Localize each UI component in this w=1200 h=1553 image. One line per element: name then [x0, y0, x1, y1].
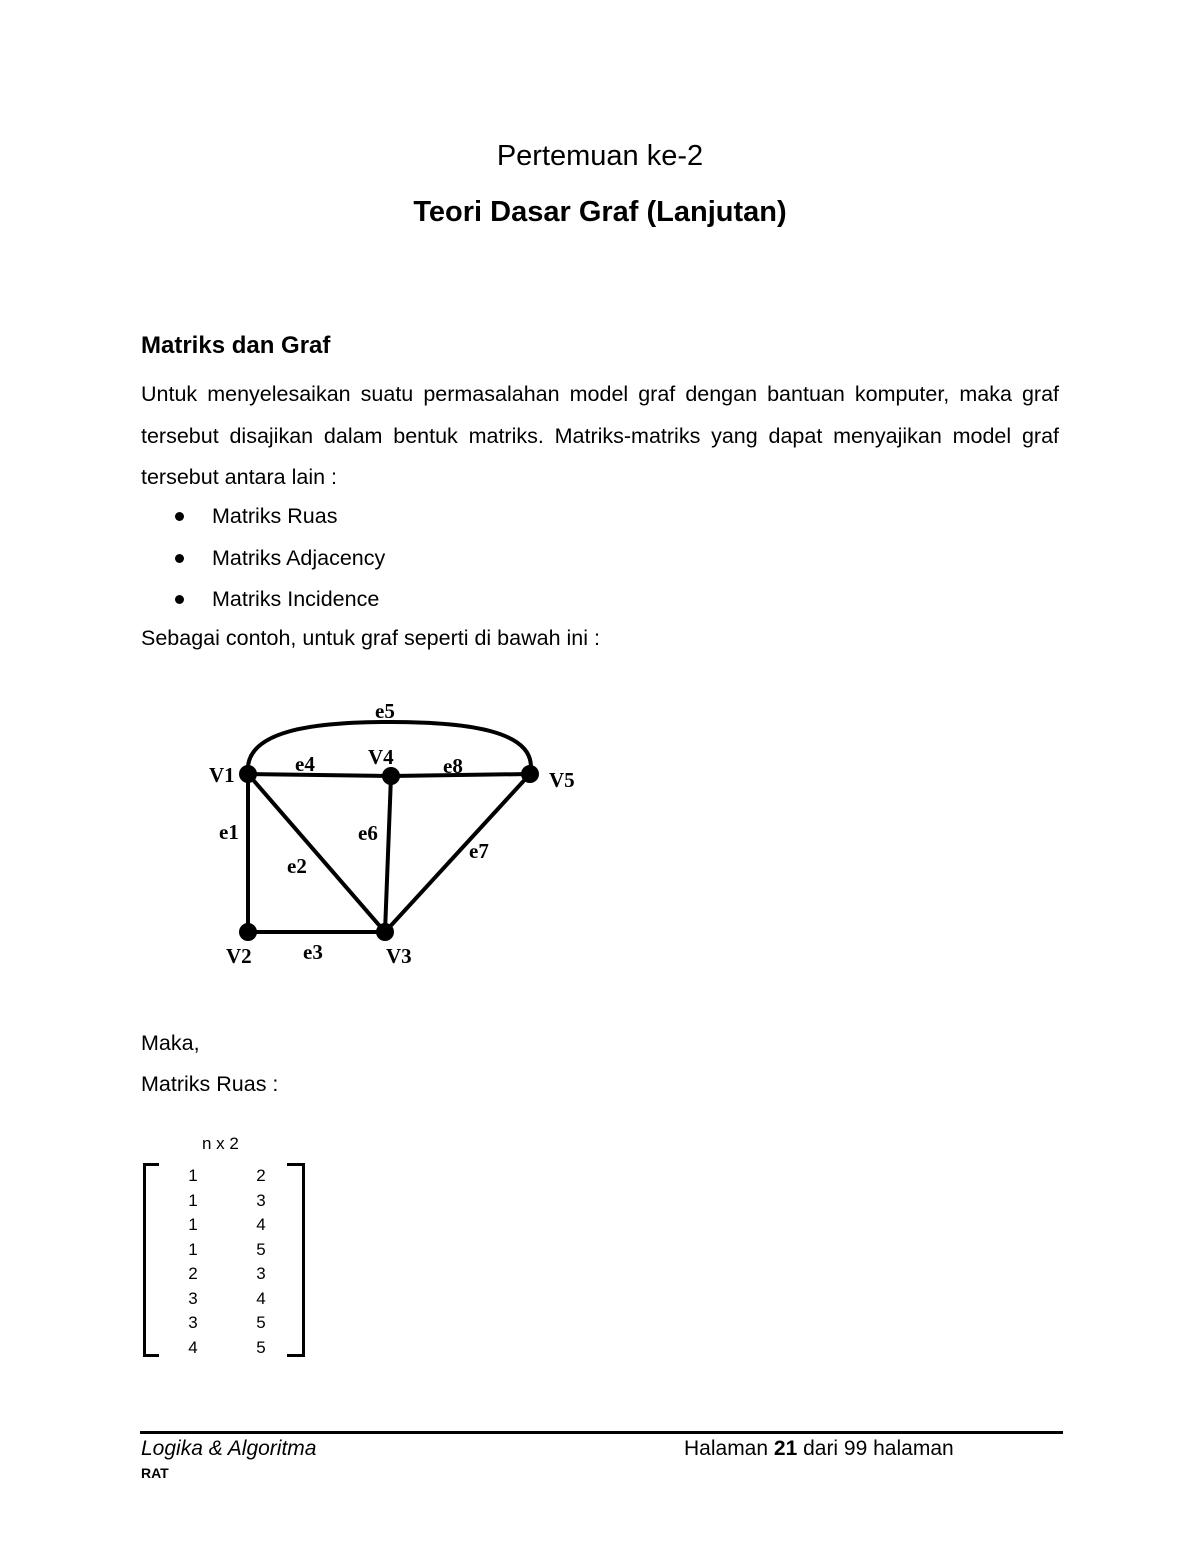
- edge-label-e6: e6: [358, 821, 378, 845]
- footer-divider: [140, 1431, 1063, 1434]
- vertex-label-v5: V5: [549, 768, 575, 792]
- list-item-label: Matriks Adjacency: [212, 545, 386, 570]
- bullet-icon: [175, 595, 184, 604]
- graph-diagram: [195, 690, 595, 980]
- edge-e7: [385, 774, 530, 932]
- list-item-label: Matriks Incidence: [212, 587, 380, 611]
- table-row: 1 2: [188, 1166, 266, 1186]
- list-item: [141, 496, 385, 538]
- table-row: 4 5: [188, 1337, 266, 1357]
- table-row: 3 4: [188, 1288, 266, 1308]
- table-row: 2 3: [188, 1264, 266, 1284]
- example-intro: Sebagai contoh, untuk graf seperti di bawah ini :: [141, 626, 600, 650]
- vertex-label-v4: V4: [368, 745, 394, 769]
- edge-label-e4: e4: [295, 752, 315, 776]
- edge-label-e7: e7: [469, 839, 489, 863]
- edge-label-e8: e8: [443, 754, 463, 778]
- footer-author: RAT: [141, 1465, 169, 1481]
- vertex-v1: [239, 765, 257, 783]
- table-row: 1 3: [188, 1190, 266, 1210]
- vertex-label-v1: V1: [209, 763, 235, 787]
- bullet-icon: [175, 554, 184, 563]
- matrix-left-bracket: [143, 1163, 159, 1357]
- list-item: [141, 579, 385, 621]
- bullet-icon: [175, 512, 184, 521]
- footer-course: Logika & Algoritma: [141, 1437, 317, 1460]
- maka-text: Maka,: [141, 1031, 200, 1055]
- page-pretitle: Pertemuan ke-2: [496, 140, 704, 172]
- footer-page-number: 21: [773, 1437, 798, 1460]
- footer-page-info: [684, 1437, 954, 1461]
- matrix-label: Matriks Ruas :: [141, 1072, 279, 1096]
- edge-label-e2: e2: [287, 854, 307, 878]
- edge-label-e1: e1: [219, 820, 239, 844]
- matrix-size-label: n x 2: [202, 1134, 239, 1153]
- table-row: 1 4: [188, 1215, 266, 1235]
- vertex-v3: [376, 923, 394, 941]
- list-item: [141, 538, 385, 580]
- edge-label-e5: e5: [375, 699, 395, 723]
- edge-label-e3: e3: [303, 940, 323, 964]
- edge-e4: [248, 774, 391, 776]
- matrix-type-list: [141, 496, 385, 621]
- footer-page-suffix: dari 99 halaman: [797, 1437, 954, 1460]
- vertex-v2: [239, 923, 257, 941]
- page-title: Teori Dasar Graf (Lanjutan): [413, 196, 787, 228]
- table-row: 1 5: [188, 1239, 266, 1259]
- vertex-v4: [382, 767, 400, 785]
- vertex-v5: [521, 765, 539, 783]
- vertex-label-v2: V2: [226, 944, 252, 968]
- vertex-label-v3: V3: [386, 944, 412, 968]
- edge-matrix: [175, 1164, 301, 1360]
- table-row: 3 5: [188, 1313, 266, 1333]
- edge-e6: [385, 776, 391, 932]
- intro-paragraph: Untuk menyelesaikan suatu permasalahan model graf dengan bantuan komputer, maka graf tersebut disajikan dalam bentuk matriks. Matriks-matriks yang dapat menyajikan model graf tersebut antara lain :: [141, 382, 1059, 489]
- edge-e2: [248, 774, 385, 932]
- list-item-label: Matriks Ruas: [212, 504, 338, 528]
- footer-page-prefix: Halaman: [684, 1437, 774, 1460]
- section-title: Matriks dan Graf: [141, 332, 331, 359]
